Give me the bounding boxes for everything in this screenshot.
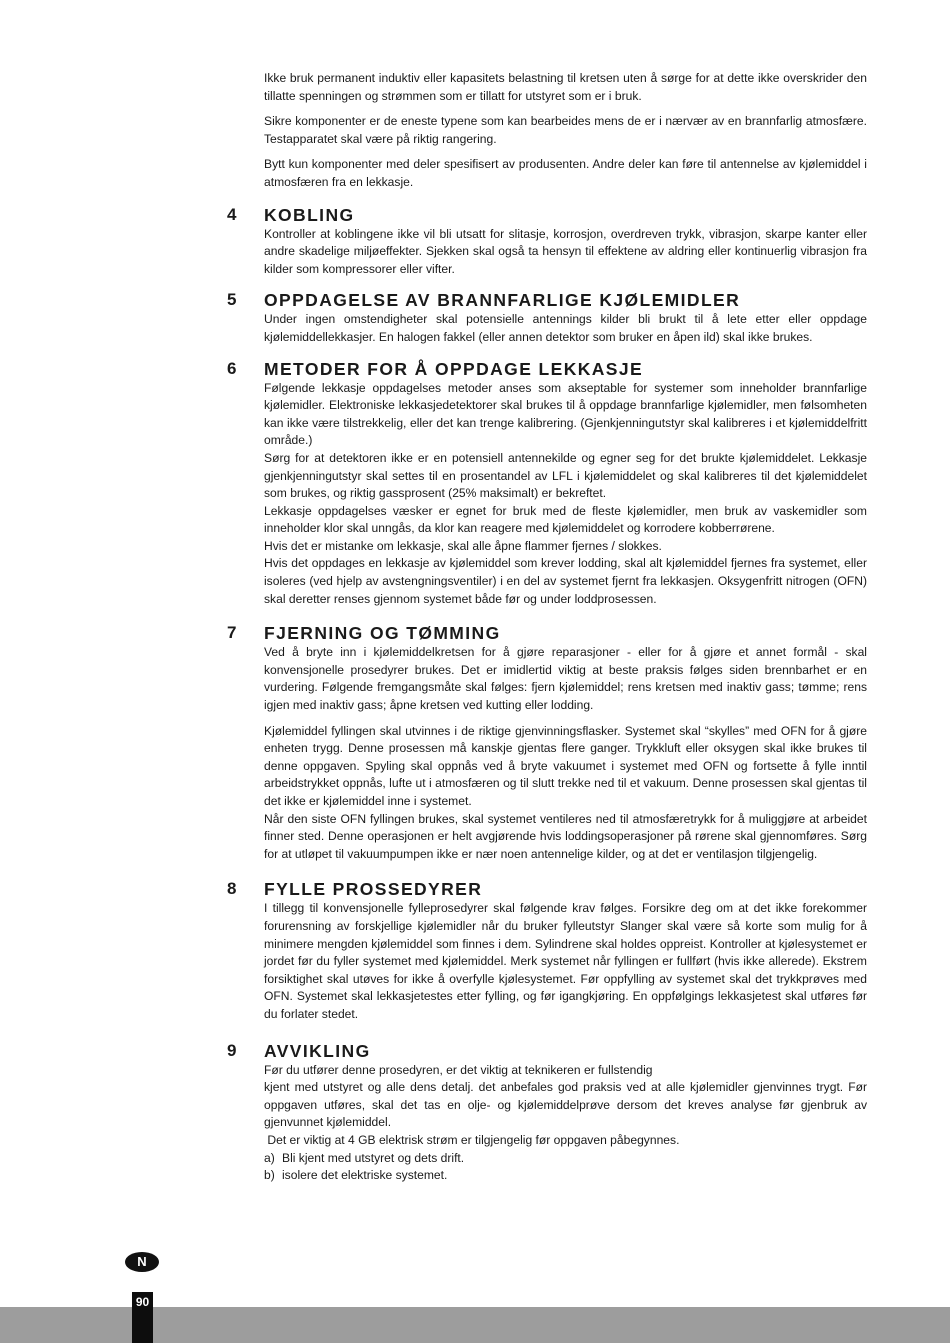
list-marker: b) [264, 1168, 275, 1183]
section-oppdagelse [227, 289, 867, 346]
intro-paragraph-2: Sikre komponenter er de eneste typene som kan bearbeides mens de er i nærvær av en brannfarlig atmosfære. Testapparatet skal være på riktig rangering. [264, 114, 867, 146]
section-paragraph: Sørg for at detektoren ikke er en potensiell antennekilde og egner seg for det brukte kjølemiddelet. Lekkasje gjenkjenningutstyr skal settes til en prosentandel av LFL i kjølemiddelet og skal kalibreres til det kjølemiddelet som brukes, og riktig gassprosent (25% maksimalt) er bekreftet. [264, 450, 867, 501]
section-paragraph: Før du utfører denne prosedyren, er det viktig at teknikeren er fullstendig [264, 1062, 653, 1077]
section-number: 4 [227, 204, 237, 224]
section-paragraph: Kjølemiddel fyllingen skal utvinnes i de riktige gjenvinningsflasker. Systemet skal “skylles” med OFN for å gjøre enheten trygg. Denne prosessen må kanskje gjentas flere ganger. Trykkluft eller oksygen skal ikke brukes til denne oppgaven. Spyling skal oppnås ved å bryte vakuumet i systemet med OFN og fortsette å fylle inntil arbeidstrykket oppnås, lufte ut i atmosfæren og til slutt trekke ned til et vakuum. Denne prosessen skal gjentas til det ikke er kjølemiddel inne i systemet. [264, 723, 867, 808]
section-paragraph: Under ingen omstendigheter skal potensielle antennings kilder bli brukt til å lete etter eller oppdage kjølemiddellekkasjer. En halogen fakkel (eller annen detektor som bruker en åpen ild) skal ikke brukes. [264, 312, 867, 344]
section-paragraph: Hvis det oppdages en lekkasje av kjølemiddel som krever lodding, skal alt kjølemiddel fjernes fra systemet, eller isoleres (ved hjelp av avstengningsventiler) i en del av systemet fjernt fra lekkasjen. Oksygenfritt nitrogen (OFN) skal deretter renses gjennom systemet både før og under loddprosessen. [264, 556, 867, 606]
list-item [264, 1167, 867, 1185]
section-paragraph: I tillegg til konvensjonelle fylleprosedyrer skal følgende krav følges. Forsikre deg om at det ikke forekommer forurensning av forskjellige kjølemidler når du bruker fylleutstyr Slanger skal være så korte som mulig for å minimere mengden kjølemiddel som finnes i dem. Sylindrene skal holdes oppreist. Kontroller at kjølesystemet er jordet før du fyller systemet med kjølemiddel. Merk systemet når fyllingen er fullført (hvis ikke allerede). Ekstrem forsiktighet skal utøves for ikke å overfylle kjølesystemet. Før oppfylling av systemet skal det trykkprøves med OFN. Systemet skal lekkasjetestes etter fylling, og før igangkjøring. En oppfølgings lekkasjetest skal utføres før du forlater stedet. [264, 901, 867, 1021]
section-paragraph: kjent med utstyret og alle dens detalj. det anbefales god praksis ved at alle kjølemidler gjenvinnes trygt. Før oppgaven utføres, skal det tas en olje- og kjølemiddelprøve dersom det kreves analyse før gjenbruk av gjenvunnet kjølemiddel. [264, 1080, 867, 1130]
section-number: 7 [227, 623, 237, 643]
section-avvikling [227, 1040, 867, 1185]
intro-paragraph-1: Ikke bruk permanent induktiv eller kapasitets belastning til kretsen uten å sørge for at dette ikke overskrider den tillatte spenningen og strømmen som er tillatt for utstyret som er i bruk. [264, 71, 867, 103]
section-fylle [227, 878, 867, 1023]
section-paragraph: Lekkasje oppdagelses væsker er egnet for bruk med de fleste kjølemidler, men bruk av vaskemidler som inneholder klor skal unngås, da klor kan reagere med kjølemiddelet og korrodere kobberrørene. [264, 503, 867, 536]
list-marker: a) [264, 1150, 275, 1165]
section-number: 6 [227, 358, 237, 378]
section-fjerning [227, 622, 867, 863]
section-kobling [227, 204, 867, 279]
section-number: 8 [227, 879, 237, 899]
section-heading: KOBLING [264, 204, 355, 225]
list-text: isolere det elektriske systemet. [282, 1168, 448, 1183]
section-number: 5 [227, 290, 237, 310]
section-paragraph: Følgende lekkasje oppdagelses metoder anses som akseptable for systemer som inneholder brannfarlige kjølemidler. Elektroniske lekkasjedetektorer skal brukes til å oppdage brannfarlige kjølemidler, men følsomheten kan ikke være tilstrekkelig, eller det kan trenge kalibrering. (Gjenkjenningutstyr skal kalibreres i et kjølemiddelfritt område.) [264, 380, 867, 448]
section-heading: OPPDAGELSE AV BRANNFARLIGE KJØLEMIDLER [264, 290, 741, 311]
section-heading: FYLLE PROSSEDYRER [264, 879, 483, 900]
section-paragraph: Ved å bryte inn i kjølemiddelkretsen for å gjøre reparasjoner - eller for å gjøre et annet formål - skal konvensjonelle prosedyrer brukes. Det er imidlertid viktig at beste praksis følges siden brennbarhet er en vurdering. Følgende fremgangsmåte skal følges: fjern kjølemiddel; rens kretsen med inaktiv gass; tømme; rens igjen med inaktiv gass; åpne kretsen ved kutting eller lodding. [264, 645, 867, 713]
section-metoder [227, 358, 867, 609]
section-paragraph: Hvis det er mistanke om lekkasje, skal alle åpne flammer fjernes / slokkes. [264, 538, 662, 553]
document-body [227, 70, 867, 1185]
section-paragraph: Når den siste OFN fyllingen brukes, skal systemet ventileres ned til atmosfæretrykk for å muliggjøre at arbeidet finner sted. Denne operasjonen er helt avgjørende hvis loddingsoperasjoner på rørene skal gjennomføres. Sørg for at utløpet til vakuumpumpen ikke er nær noen antennelige kilder, og at det er ventilasjon tilgjengelig. [264, 811, 867, 861]
list-item [264, 1150, 867, 1168]
page-number: 90 [132, 1292, 153, 1343]
section-heading: AVVIKLING [264, 1040, 371, 1061]
section-paragraph: Det er viktig at 4 GB elektrisk strøm er tilgjengelig før oppgaven påbegynnes. [264, 1132, 680, 1147]
section-heading: FJERNING OG TØMMING [264, 623, 501, 644]
language-badge: N [125, 1252, 159, 1272]
list-text: Bli kjent med utstyret og dets drift. [282, 1150, 465, 1165]
intro-paragraph-3: Bytt kun komponenter med deler spesifisert av produsenten. Andre deler kan føre til antennelse av kjølemiddel i atmosfæren fra en lekkasje. [264, 157, 867, 189]
section-number: 9 [227, 1040, 237, 1060]
section-heading: METODER FOR Å OPPDAGE LEKKASJE [264, 358, 644, 379]
section-paragraph: Kontroller at koblingene ikke vil bli utsatt for slitasje, korrosjon, overdreven trykk, vibrasjon, skarpe kanter eller andre skadelige miljøeffekter. Sjekken skal også ta hensyn til effektene av aldring eller kontinuerlig vibrasjon fra kilder som kompressorer eller vifter. [264, 226, 867, 276]
